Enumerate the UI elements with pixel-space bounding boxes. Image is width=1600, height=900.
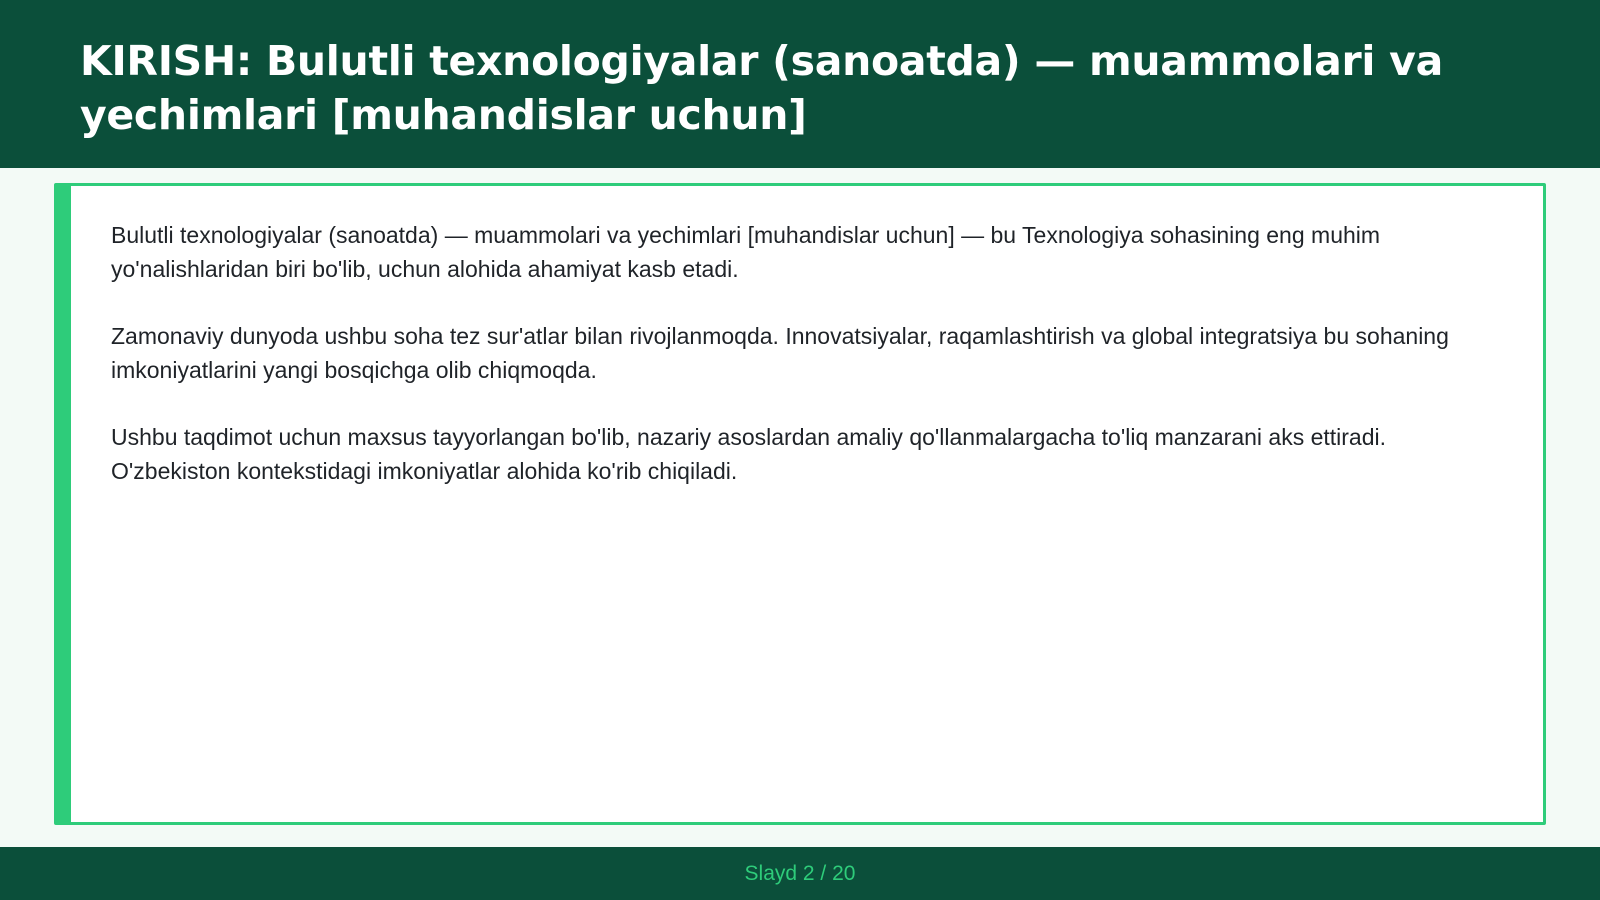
slide-title: KIRISH: Bulutli texnologiyalar (sanoatda) — muammolari va yechimlari [muhandislar uchun]	[80, 37, 1443, 139]
paragraph-modern-world: Zamonaviy dunyoda ushbu soha tez sur'atlar bilan rivojlanmoqda. Innovatsiyalar, raqamlashtirish va global integratsiya bu sohaning imkoniyatlarini yangi bosqichga olib chiqmoqda.	[111, 323, 1449, 383]
paragraph-intro: Bulutli texnologiyalar (sanoatda) — muammolari va yechimlari [muhandislar uchun] — bu Texnologiya sohasining eng muhim yo'nalishlaridan biri bo'lib, uchun alohida ahamiyat kasb etadi.	[111, 222, 1381, 282]
paragraph-presentation-purpose: Ushbu taqdimot uchun maxsus tayyorlangan bo'lib, nazariy asoslardan amaliy qo'llanmalargacha to'liq manzarani aks ettiradi. O'zbekiston kontekstidagi imkoniyatlar alohida ko'rib chiqiladi.	[111, 424, 1387, 484]
content-box	[54, 183, 1546, 825]
slide-header	[0, 0, 1600, 168]
slide-footer	[0, 847, 1600, 900]
slide-number: Slayd 2 / 20	[744, 861, 856, 885]
